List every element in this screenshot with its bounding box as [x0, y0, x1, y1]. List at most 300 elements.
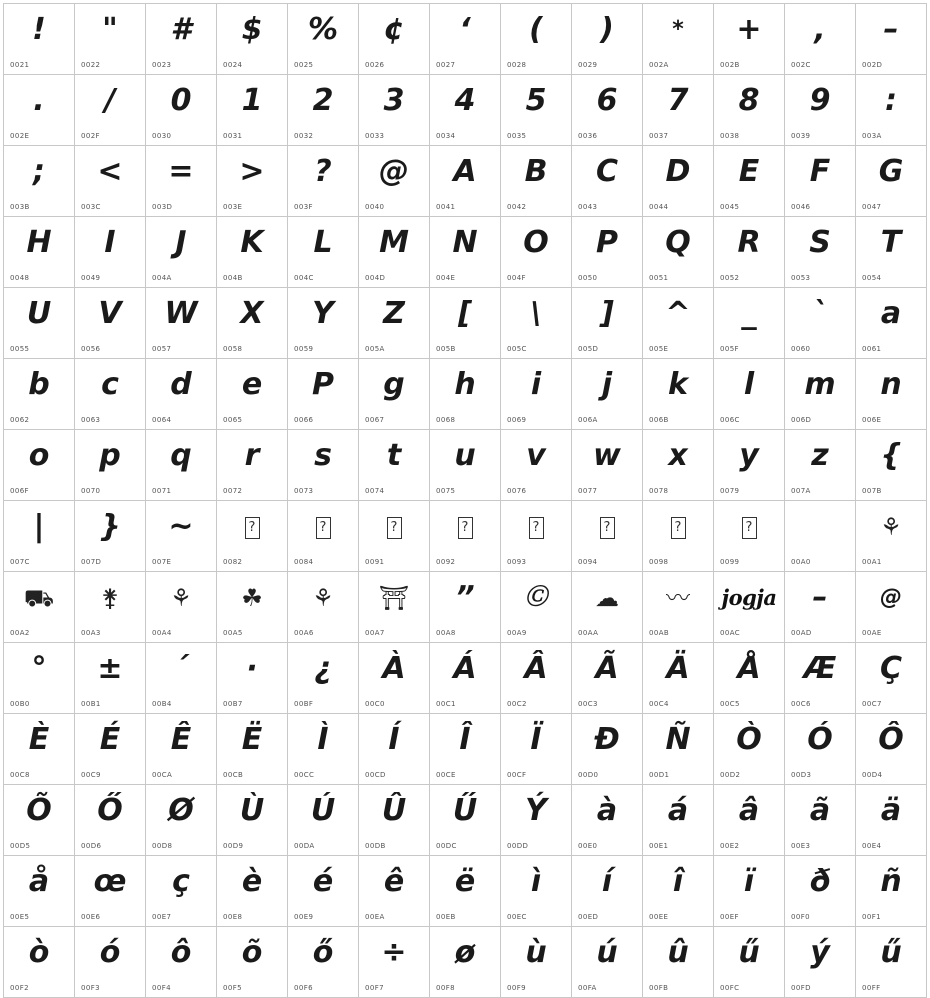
glyph-character: ú: [596, 935, 618, 970]
glyph-cell[interactable]: [288, 927, 359, 998]
glyph-cell[interactable]: [714, 217, 785, 288]
glyph-character: ´: [173, 651, 189, 686]
glyph-cell[interactable]: [643, 146, 714, 217]
glyph-codepoint: 0091: [365, 558, 385, 566]
glyph-cell[interactable]: [501, 643, 572, 714]
glyph-cell[interactable]: [430, 288, 501, 359]
lamppost-ornament-icon: ⚘: [170, 584, 192, 612]
glyph-codepoint: 0021: [10, 61, 30, 69]
glyph-cell[interactable]: [75, 785, 146, 856]
glyph-codepoint: 00B4: [152, 700, 172, 708]
glyph-cell[interactable]: [75, 643, 146, 714]
glyph-character: ¿: [314, 651, 332, 686]
glyph-cell[interactable]: [359, 785, 430, 856]
glyph-cell[interactable]: [643, 217, 714, 288]
glyph-cell[interactable]: [501, 572, 572, 643]
glyph-cell[interactable]: [430, 714, 501, 785]
glyph-cell[interactable]: [785, 785, 856, 856]
glyph-codepoint: 0076: [507, 487, 527, 495]
glyph-character: ê: [383, 864, 405, 899]
glyph-codepoint: 00E1: [649, 842, 669, 850]
glyph-cell[interactable]: [217, 217, 288, 288]
glyph-cell[interactable]: [359, 217, 430, 288]
glyph-cell[interactable]: [4, 217, 75, 288]
glyph-cell[interactable]: [572, 856, 643, 927]
missing-glyph-icon: [430, 505, 500, 549]
glyph-character: a: [880, 296, 902, 331]
glyph-character: e: [241, 367, 263, 402]
glyph-codepoint: 00A4: [152, 629, 172, 637]
glyph-cell[interactable]: [359, 75, 430, 146]
glyph-cell[interactable]: [430, 4, 501, 75]
glyph-cell[interactable]: [572, 4, 643, 75]
glyph-cell[interactable]: [4, 146, 75, 217]
glyph-cell[interactable]: [4, 714, 75, 785]
glyph-cell[interactable]: [288, 146, 359, 217]
glyph-codepoint: 0092: [436, 558, 456, 566]
glyph-character: ű: [880, 935, 902, 970]
glyph-cell[interactable]: [643, 288, 714, 359]
glyph-cell[interactable]: [288, 288, 359, 359]
glyph-cell[interactable]: [572, 217, 643, 288]
glyph-cell[interactable]: [288, 572, 359, 643]
glyph-cell[interactable]: [217, 501, 288, 572]
glyph-cell[interactable]: [75, 572, 146, 643]
glyph-cell[interactable]: [288, 785, 359, 856]
glyph-cell[interactable]: [643, 714, 714, 785]
glyph-cell[interactable]: [856, 572, 927, 643]
glyph-codepoint: 0027: [436, 61, 456, 69]
missing-glyph-box: ?: [316, 517, 331, 539]
glyph-codepoint: 0040: [365, 203, 385, 211]
glyph-character: i: [530, 367, 542, 402]
glyph-codepoint: 0023: [152, 61, 172, 69]
glyph-codepoint: 002B: [720, 61, 740, 69]
glyph-cell[interactable]: [75, 856, 146, 927]
glyph-cell[interactable]: [714, 714, 785, 785]
glyph-character: =: [168, 154, 194, 189]
rock-cloud-ornament-icon: ☁: [595, 584, 619, 612]
glyph-cell[interactable]: [288, 430, 359, 501]
glyph-character: #: [170, 12, 192, 47]
glyph-cell[interactable]: [4, 856, 75, 927]
glyph-cell[interactable]: [856, 643, 927, 714]
glyph-codepoint: 006B: [649, 416, 669, 424]
glyph-codepoint: 00DB: [365, 842, 386, 850]
glyph-character: @: [880, 585, 902, 610]
bicycle-cart-ornament-icon: ⚵: [101, 584, 119, 612]
glyph-character: É: [99, 722, 121, 757]
glyph-character: V: [98, 296, 122, 331]
glyph-cell[interactable]: [4, 75, 75, 146]
glyph-character: Á: [453, 651, 477, 686]
glyph-character: ,: [814, 12, 826, 47]
glyph-cell[interactable]: [217, 643, 288, 714]
glyph-cell[interactable]: [4, 785, 75, 856]
glyph-cell[interactable]: [714, 430, 785, 501]
glyph-codepoint: 00A6: [294, 629, 314, 637]
glyph-cell[interactable]: [572, 785, 643, 856]
glyph-codepoint: 00FF: [862, 984, 881, 992]
glyph-character: È: [28, 722, 50, 757]
glyph-cell[interactable]: [75, 146, 146, 217]
glyph-cell[interactable]: [430, 856, 501, 927]
glyph-cell[interactable]: [217, 927, 288, 998]
glyph-cell[interactable]: [501, 288, 572, 359]
glyph-codepoint: 0063: [81, 416, 101, 424]
glyph-cell[interactable]: [643, 927, 714, 998]
glyph-character: U: [26, 296, 52, 331]
glyph-cell[interactable]: [288, 217, 359, 288]
glyph-cell[interactable]: [146, 714, 217, 785]
glyph-cell[interactable]: [785, 430, 856, 501]
monument-ornament-icon: ⚘: [312, 584, 334, 612]
glyph-character-blank: [785, 505, 855, 549]
glyph-character: W: [164, 296, 198, 331]
glyph-cell[interactable]: [856, 146, 927, 217]
glyph-codepoint: 00F0: [791, 913, 810, 921]
glyph-cell[interactable]: [572, 430, 643, 501]
glyph-character: À: [382, 651, 406, 686]
glyph-cell[interactable]: [501, 430, 572, 501]
glyph-character: é: [312, 864, 334, 899]
glyph-cell[interactable]: [430, 501, 501, 572]
glyph-cell[interactable]: [714, 785, 785, 856]
glyph-codepoint: 0058: [223, 345, 243, 353]
glyph-character: $: [241, 12, 263, 47]
glyph-cell[interactable]: [359, 572, 430, 643]
glyph-cell[interactable]: [785, 217, 856, 288]
glyph-cell[interactable]: [4, 430, 75, 501]
glyph-character: t: [386, 438, 402, 473]
pavilion-ornament-icon: ⛩: [378, 584, 410, 612]
glyph-cell[interactable]: [643, 4, 714, 75]
glyph-cell[interactable]: [4, 572, 75, 643]
missing-glyph-icon: [501, 505, 571, 549]
glyph-character: *: [672, 17, 684, 42]
glyph-cell[interactable]: [4, 927, 75, 998]
glyph-cell[interactable]: [856, 785, 927, 856]
glyph-cell[interactable]: [856, 75, 927, 146]
glyph-cell[interactable]: [359, 714, 430, 785]
glyph-cell[interactable]: [501, 714, 572, 785]
glyph-cell[interactable]: [359, 146, 430, 217]
missing-glyph-icon: [359, 505, 429, 549]
glyph-codepoint: 005D: [578, 345, 599, 353]
glyph-cell[interactable]: [572, 288, 643, 359]
glyph-cell[interactable]: [4, 4, 75, 75]
glyph-cell[interactable]: [288, 75, 359, 146]
missing-glyph-icon: [572, 505, 642, 549]
glyph-cell[interactable]: [217, 359, 288, 430]
glyph-character: á: [667, 793, 689, 828]
glyph-cell[interactable]: [785, 146, 856, 217]
glyph-cell[interactable]: [4, 501, 75, 572]
glyph-codepoint: 00E3: [791, 842, 811, 850]
glyph-cell[interactable]: [785, 714, 856, 785]
glyph-cell[interactable]: [75, 927, 146, 998]
glyph-codepoint: 00E0: [578, 842, 598, 850]
glyph-cell[interactable]: [572, 146, 643, 217]
glyph-character: M: [379, 225, 409, 260]
glyph-cell[interactable]: [572, 501, 643, 572]
glyph-cell[interactable]: [430, 146, 501, 217]
glyph-codepoint: 003E: [223, 203, 243, 211]
glyph-cell[interactable]: [146, 785, 217, 856]
glyph-character: .: [33, 83, 45, 118]
glyph-character: ^: [665, 296, 691, 331]
glyph-codepoint: 00F9: [507, 984, 526, 992]
glyph-cell[interactable]: [714, 4, 785, 75]
glyph-cell[interactable]: [359, 288, 430, 359]
glyph-codepoint: 00C8: [10, 771, 30, 779]
glyph-codepoint: 0055: [10, 345, 30, 353]
glyph-character: >: [239, 154, 265, 189]
glyph-cell[interactable]: [785, 359, 856, 430]
glyph-cell[interactable]: [146, 75, 217, 146]
glyph-codepoint: 0084: [294, 558, 314, 566]
glyph-cell[interactable]: [288, 359, 359, 430]
glyph-codepoint: 0030: [152, 132, 172, 140]
glyph-cell[interactable]: [217, 75, 288, 146]
glyph-cell[interactable]: [714, 572, 785, 643]
glyph-cell[interactable]: [146, 572, 217, 643]
glyph-character: Ⓒ: [524, 585, 547, 610]
glyph-codepoint: 0082: [223, 558, 243, 566]
glyph-cell[interactable]: [75, 4, 146, 75]
glyph-codepoint: 0057: [152, 345, 172, 353]
glyph-character: û: [667, 935, 689, 970]
glyph-cell[interactable]: [359, 927, 430, 998]
glyph-cell[interactable]: [430, 572, 501, 643]
glyph-cell[interactable]: [501, 856, 572, 927]
glyph-cell[interactable]: [785, 572, 856, 643]
glyph-codepoint: 00EF: [720, 913, 739, 921]
glyph-cell[interactable]: [288, 4, 359, 75]
glyph-codepoint: 0093: [507, 558, 527, 566]
glyph-cell[interactable]: [501, 75, 572, 146]
glyph-cell[interactable]: [785, 643, 856, 714]
glyph-cell[interactable]: [785, 501, 856, 572]
glyph-codepoint: 00F5: [223, 984, 242, 992]
glyph-cell[interactable]: [430, 927, 501, 998]
glyph-cell[interactable]: [359, 359, 430, 430]
glyph-cell[interactable]: [501, 785, 572, 856]
glyph-cell[interactable]: [430, 643, 501, 714]
glyph-cell[interactable]: [501, 4, 572, 75]
glyph-codepoint: 003F: [294, 203, 313, 211]
glyph-cell[interactable]: [359, 501, 430, 572]
glyph-character: ”: [455, 580, 475, 615]
glyph-cell[interactable]: [572, 643, 643, 714]
glyph-cell[interactable]: [572, 714, 643, 785]
glyph-codepoint: 0065: [223, 416, 243, 424]
glyph-cell[interactable]: [146, 146, 217, 217]
glyph-cell[interactable]: [146, 927, 217, 998]
glyph-character: (: [529, 12, 543, 47]
glyph-cell[interactable]: [856, 359, 927, 430]
glyph-codepoint: 00A3: [81, 629, 101, 637]
glyph-cell[interactable]: [501, 927, 572, 998]
glyph-character: Ò: [736, 722, 762, 757]
glyph-cell[interactable]: [430, 785, 501, 856]
glyph-cell[interactable]: [714, 359, 785, 430]
glyph-cell[interactable]: [217, 146, 288, 217]
glyph-cell[interactable]: [217, 4, 288, 75]
glyph-cell[interactable]: [501, 501, 572, 572]
glyph-cell[interactable]: [643, 359, 714, 430]
glyph-cell[interactable]: [643, 430, 714, 501]
glyph-codepoint: 002F: [81, 132, 100, 140]
glyph-codepoint: 0045: [720, 203, 740, 211]
glyph-cell[interactable]: [785, 75, 856, 146]
glyph-codepoint: 0099: [720, 558, 740, 566]
glyph-codepoint: 00E8: [223, 913, 243, 921]
glyph-cell[interactable]: [501, 146, 572, 217]
glyph-cell[interactable]: [785, 927, 856, 998]
glyph-cell[interactable]: [643, 643, 714, 714]
glyph-cell[interactable]: [572, 359, 643, 430]
glyph-character: ò: [28, 935, 50, 970]
missing-glyph-box: ?: [600, 517, 615, 539]
glyph-cell[interactable]: [643, 785, 714, 856]
glyph-cell[interactable]: [714, 927, 785, 998]
glyph-cell[interactable]: [643, 75, 714, 146]
glyph-cell[interactable]: [430, 430, 501, 501]
glyph-cell[interactable]: [856, 288, 927, 359]
glyph-character: y: [739, 438, 759, 473]
glyph-cell[interactable]: [75, 359, 146, 430]
glyph-cell[interactable]: [714, 856, 785, 927]
glyph-codepoint: 00C6: [791, 700, 811, 708]
glyph-cell[interactable]: [359, 430, 430, 501]
glyph-codepoint: 0048: [10, 274, 30, 282]
glyph-cell[interactable]: [501, 359, 572, 430]
glyph-cell[interactable]: [288, 714, 359, 785]
glyph-character: ý: [810, 935, 830, 970]
glyph-character: T: [880, 225, 902, 260]
glyph-cell[interactable]: [785, 4, 856, 75]
glyph-codepoint: 00F1: [862, 913, 881, 921]
glyph-codepoint: 002D: [862, 61, 883, 69]
glyph-character: ű: [738, 935, 760, 970]
glyph-cell[interactable]: [146, 856, 217, 927]
glyph-cell[interactable]: [146, 4, 217, 75]
glyph-cell[interactable]: [856, 856, 927, 927]
glyph-cell[interactable]: [643, 501, 714, 572]
glyph-cell[interactable]: [146, 643, 217, 714]
glyph-codepoint: 006D: [791, 416, 812, 424]
glyph-character: _: [741, 296, 757, 331]
glyph-character: Ø: [168, 793, 194, 828]
glyph-cell[interactable]: [4, 359, 75, 430]
glyph-cell[interactable]: [4, 288, 75, 359]
glyph-character: ð: [809, 864, 831, 899]
glyph-character: <: [97, 154, 123, 189]
glyph-cell[interactable]: [856, 714, 927, 785]
glyph-cell[interactable]: [75, 430, 146, 501]
glyph-cell[interactable]: [146, 217, 217, 288]
glyph-cell[interactable]: [714, 643, 785, 714]
glyph-cell[interactable]: [359, 4, 430, 75]
glyph-cell[interactable]: [359, 856, 430, 927]
glyph-cell[interactable]: [146, 430, 217, 501]
glyph-character: ·: [246, 651, 258, 686]
glyph-character: K: [240, 225, 264, 260]
glyph-character: Ú: [310, 793, 336, 828]
glyph-codepoint: 00EA: [365, 913, 385, 921]
glyph-codepoint: 004E: [436, 274, 456, 282]
glyph-cell[interactable]: [856, 501, 927, 572]
glyph-cell[interactable]: [430, 217, 501, 288]
glyph-cell[interactable]: [714, 288, 785, 359]
glyph-codepoint: 007A: [791, 487, 811, 495]
glyph-cell[interactable]: [288, 856, 359, 927]
glyph-cell[interactable]: [572, 572, 643, 643]
glyph-codepoint: 00F2: [10, 984, 29, 992]
glyph-cell[interactable]: [217, 288, 288, 359]
glyph-cell[interactable]: [217, 430, 288, 501]
glyph-cell[interactable]: [856, 217, 927, 288]
glyph-cell[interactable]: [856, 927, 927, 998]
glyph-cell[interactable]: [430, 75, 501, 146]
glyph-cell[interactable]: [714, 146, 785, 217]
glyph-codepoint: 00D0: [578, 771, 599, 779]
glyph-character: í: [601, 864, 613, 899]
glyph-cell[interactable]: [572, 927, 643, 998]
glyph-cell[interactable]: [785, 856, 856, 927]
glyph-cell[interactable]: [714, 501, 785, 572]
glyph-cell[interactable]: [501, 217, 572, 288]
missing-glyph-box: ?: [671, 517, 686, 539]
glyph-cell[interactable]: [146, 501, 217, 572]
glyph-cell[interactable]: [217, 714, 288, 785]
glyph-cell[interactable]: [75, 714, 146, 785]
glyph-cell[interactable]: [217, 785, 288, 856]
glyph-codepoint: 0025: [294, 61, 314, 69]
glyph-character: %: [307, 12, 339, 47]
glyph-cell[interactable]: [785, 288, 856, 359]
glyph-cell[interactable]: [856, 4, 927, 75]
glyph-cell[interactable]: [4, 643, 75, 714]
glyph-cell[interactable]: [288, 501, 359, 572]
glyph-character: ~: [168, 509, 194, 544]
glyph-cell[interactable]: [856, 430, 927, 501]
glyph-character: ": [102, 12, 118, 47]
glyph-cell[interactable]: [75, 75, 146, 146]
glyph-codepoint: 00B0: [10, 700, 30, 708]
glyph-cell[interactable]: [430, 359, 501, 430]
glyph-codepoint: 0037: [649, 132, 669, 140]
glyph-cell[interactable]: [217, 856, 288, 927]
glyph-character: –: [812, 580, 828, 615]
glyph-cell[interactable]: [75, 288, 146, 359]
glyph-cell[interactable]: [643, 856, 714, 927]
glyph-cell[interactable]: [643, 572, 714, 643]
glyph-cell[interactable]: [146, 359, 217, 430]
glyph-cell[interactable]: [217, 572, 288, 643]
glyph-cell[interactable]: [714, 75, 785, 146]
glyph-cell[interactable]: [75, 217, 146, 288]
glyph-cell[interactable]: [288, 643, 359, 714]
glyph-cell[interactable]: [572, 75, 643, 146]
glyph-cell[interactable]: [359, 643, 430, 714]
glyph-character: N: [452, 225, 478, 260]
glyph-codepoint: 00D2: [720, 771, 741, 779]
glyph-cell[interactable]: [75, 501, 146, 572]
glyph-codepoint: 00AD: [791, 629, 812, 637]
glyph-cell[interactable]: [146, 288, 217, 359]
